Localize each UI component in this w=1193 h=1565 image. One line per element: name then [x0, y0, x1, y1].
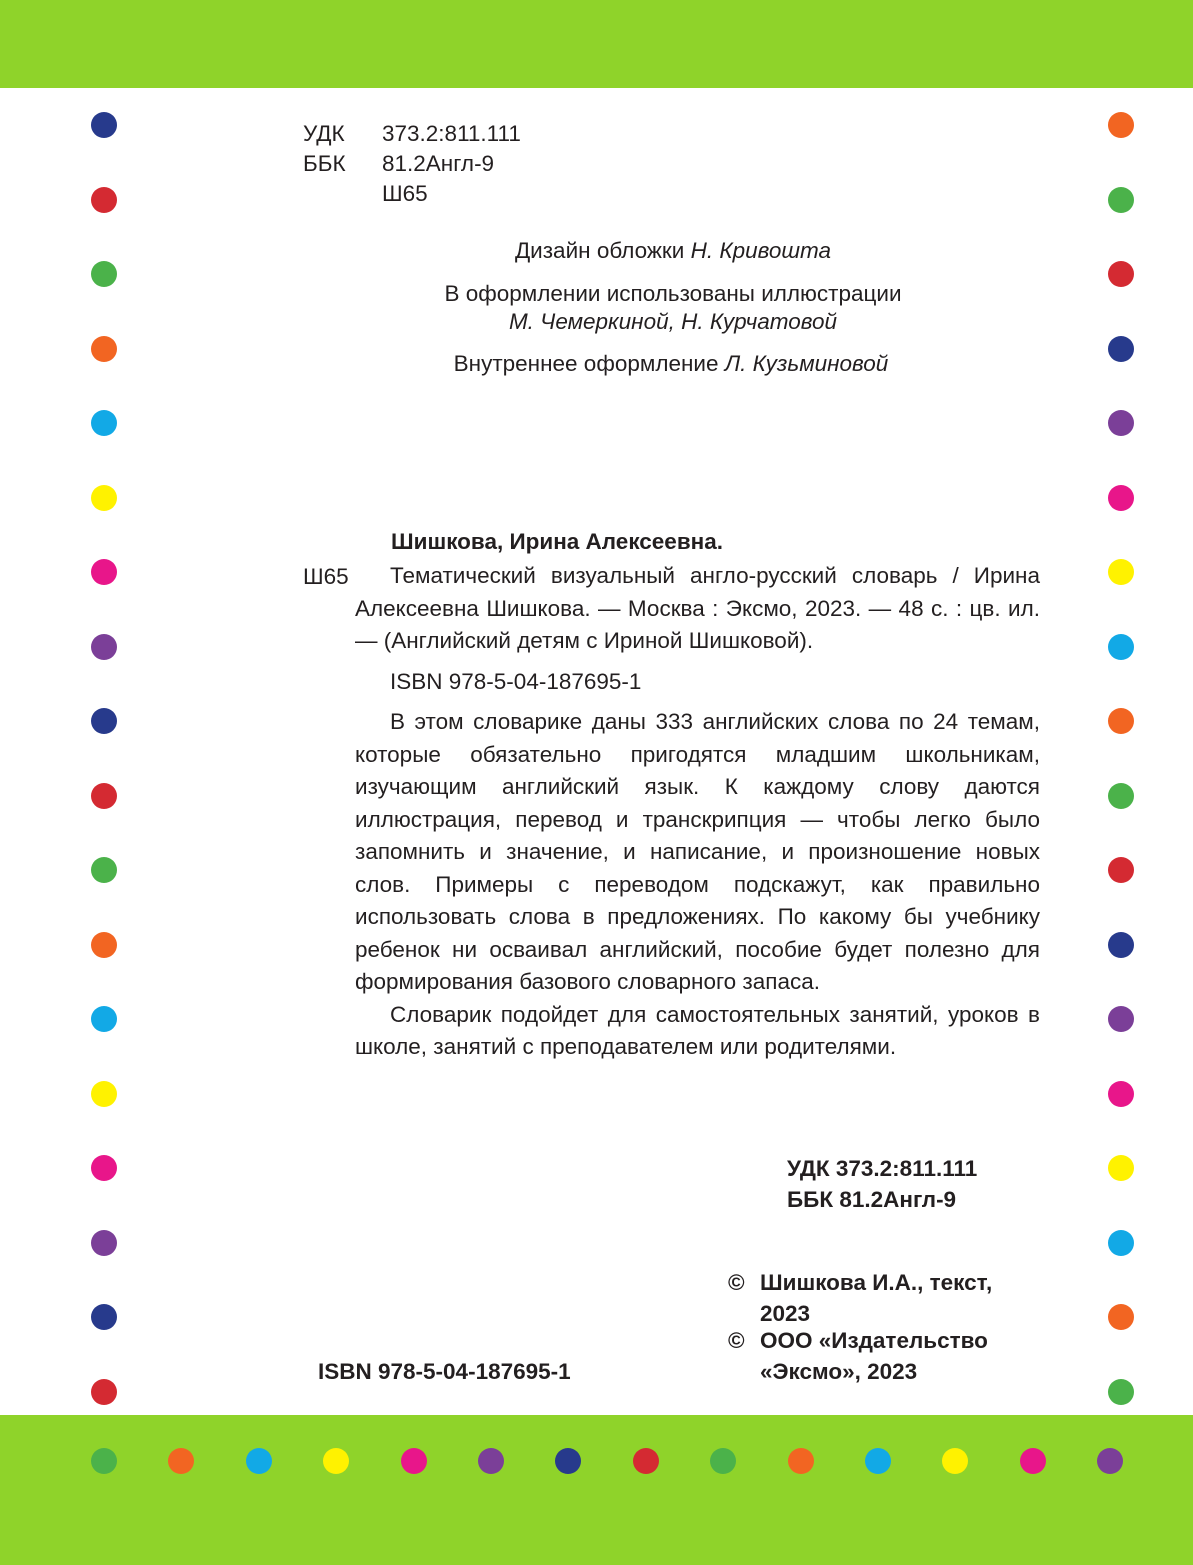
right-dot-green	[1108, 1379, 1134, 1405]
left-dot-purple	[91, 1230, 117, 1256]
abstract-paragraph-1: В этом словарике даны 333 английских слова по 24 темам, которые обязательно пригодятся младшим школьникам, изучающим английский язык. К каждому слову даются иллюстрация, перевод и транскрипция — чтобы легко было запомнить и значение, и написание, и произношение новых слов. Примеры с переводом подскажут, как правильно использовать слова в предложениях. По какому бы учебнику ребенок ни осваивал английский, пособие будет полезно для формирования базового словарного запаса.	[355, 709, 1040, 994]
right-dot-green	[1108, 187, 1134, 213]
left-dot-red	[91, 783, 117, 809]
left-dot-yellow	[91, 1081, 117, 1107]
right-dot-yellow	[1108, 1155, 1134, 1181]
left-dot-navy	[91, 1304, 117, 1330]
right-dot-red	[1108, 857, 1134, 883]
top-green-band	[0, 0, 1193, 88]
illustrators-names: М. Чемеркиной, Н. Курчатовой	[508, 309, 838, 334]
udk-value: 373.2:811.111	[382, 121, 521, 146]
left-dot-red	[91, 1379, 117, 1405]
illustrations-label: В оформлении использованы иллюстрации	[444, 281, 902, 306]
bibliography-heading: Шишкова, Ирина Алексеевна.	[391, 529, 724, 554]
bibliographic-record	[355, 560, 1040, 1064]
bottom-green-band	[0, 1415, 1193, 1565]
udk-label: УДК	[303, 121, 345, 146]
right-dot-purple	[1108, 1006, 1134, 1032]
right-dot-green	[1108, 783, 1134, 809]
interior-design-label: Внутреннее оформление	[453, 351, 725, 376]
left-dot-magenta	[91, 559, 117, 585]
left-dot-red	[91, 187, 117, 213]
bibliographic-description: Тематический визуальный англо-русский словарь / Ирина Алексеевна Шишкова. — Москва : Эксмо, 2023. — 48 с. : цв. ил. — (Английский детям с Ириной Шишковой).	[355, 563, 1040, 653]
right-dot-purple	[1108, 410, 1134, 436]
author-mark-side: Ш65	[303, 564, 349, 589]
left-dot-yellow	[91, 485, 117, 511]
copyright-publisher-line: ООО «Издательство	[760, 1328, 988, 1353]
left-dot-green	[91, 857, 117, 883]
cover-designer-name: Н. Кривошта	[690, 238, 832, 263]
bibliography-isbn: ISBN 978-5-04-187695-1	[390, 668, 642, 694]
right-dot-cyan	[1108, 634, 1134, 660]
copyright-publisher	[760, 1325, 988, 1387]
index-udk: УДК 373.2:811.111	[787, 1156, 978, 1181]
interior-designer-name: Л. Кузьминовой	[724, 351, 889, 376]
abstract-paragraph-2: Словарик подойдет для самостоятельных занятий, уроков в школе, занятий с преподавателем или родителями.	[355, 1001, 1040, 1059]
copyright-author-line: Шишкова И.А., текст,	[760, 1270, 993, 1295]
right-dot-magenta	[1108, 485, 1134, 511]
copyright-author	[760, 1267, 992, 1329]
index-bbk: ББК 81.2Англ-9	[787, 1187, 957, 1212]
cover-design-credit	[0, 238, 1193, 264]
right-dot-orange	[1108, 112, 1134, 138]
left-dot-purple	[91, 634, 117, 660]
copyright-symbol-1: ©	[728, 1270, 745, 1295]
right-dot-magenta	[1108, 1081, 1134, 1107]
right-dot-orange	[1108, 1304, 1134, 1330]
left-dot-navy	[91, 112, 117, 138]
bbk-value: 81.2Англ-9	[382, 151, 495, 176]
right-dot-orange	[1108, 708, 1134, 734]
cover-design-label: Дизайн обложки	[514, 238, 691, 263]
bbk-label: ББК	[303, 151, 346, 176]
left-dot-magenta	[91, 1155, 117, 1181]
isbn-bottom: ISBN 978-5-04-187695-1	[318, 1359, 571, 1384]
left-dot-cyan	[91, 1006, 117, 1032]
copyright-author-year: 2023	[760, 1301, 811, 1326]
right-dot-cyan	[1108, 1230, 1134, 1256]
right-dot-navy	[1108, 932, 1134, 958]
copyright-publisher-year: «Эксмо», 2023	[760, 1359, 918, 1384]
copyright-symbol-2: ©	[728, 1328, 745, 1353]
interior-design-credit	[0, 351, 1193, 377]
right-dot-yellow	[1108, 559, 1134, 585]
index-codes	[787, 1153, 977, 1215]
left-dot-orange	[91, 932, 117, 958]
left-dot-cyan	[91, 410, 117, 436]
left-dot-navy	[91, 708, 117, 734]
author-mark-top: Ш65	[382, 181, 428, 206]
